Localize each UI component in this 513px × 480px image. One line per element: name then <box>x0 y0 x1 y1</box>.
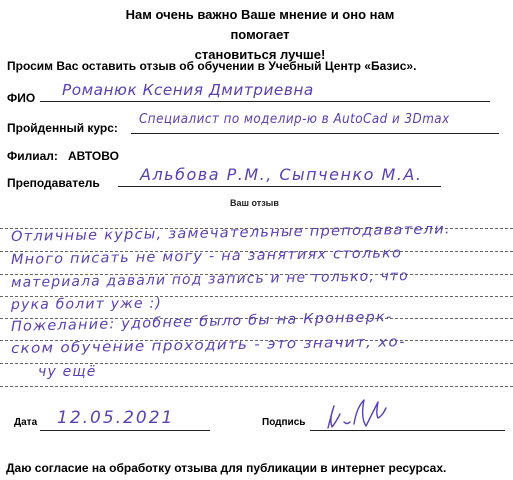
date-underline <box>40 430 210 431</box>
fio-label: ФИО <box>7 91 36 105</box>
date-value: 12.05.2021 <box>57 408 175 428</box>
review-line-3: материала давали под запись и не только, что <box>10 268 410 291</box>
signature-image <box>322 392 390 432</box>
course-underline <box>131 133 499 134</box>
date-label: Дата <box>14 417 38 428</box>
review-line-6: ском обучение проходить - это значит, хо- <box>10 334 406 357</box>
review-line-5: Пожелание: удобнее было бы на Кронверк- <box>10 309 393 335</box>
course-value: Специалист по моделир-ю в AutoCad и 3Dmax <box>139 112 450 127</box>
review-line-7: чу ещё <box>38 364 97 380</box>
review-rule-8 <box>0 386 513 387</box>
fio-value: Романюк Ксения Дмитриевна <box>62 81 314 99</box>
consent-text: Даю согласие на обработку отзыва для публикации в интернет ресурсах. <box>6 461 447 475</box>
teacher-label: Преподаватель <box>7 176 100 190</box>
fio-underline <box>40 101 490 102</box>
signature-label: Подпись <box>262 417 306 428</box>
teacher-underline <box>118 186 441 187</box>
branch-label: Филиал: <box>7 149 58 163</box>
teacher-value: Альбова Р.М., Сыпченко М.А. <box>140 165 423 184</box>
review-line-1: Отличные курсы, замечательные преподаватели. <box>10 221 451 245</box>
intro-text: Просим Вас оставить отзыв об обучении в Учебный Центр «Базис». <box>7 59 417 73</box>
signature-underline <box>310 430 505 431</box>
header-line-2: становиться лучше! <box>194 47 326 62</box>
header-line-1: Нам очень важно Ваше мнение и оно нам помогает <box>125 7 395 42</box>
form-header <box>120 5 400 65</box>
review-line-4: рука болит уже :) <box>10 295 163 313</box>
course-label: Пройденный курс: <box>7 121 118 135</box>
branch-value: АВТОВО <box>68 149 119 163</box>
review-line-2: Много писать не могу - на занятиях столько <box>10 245 403 268</box>
review-title: Ваш отзыв <box>230 198 279 208</box>
